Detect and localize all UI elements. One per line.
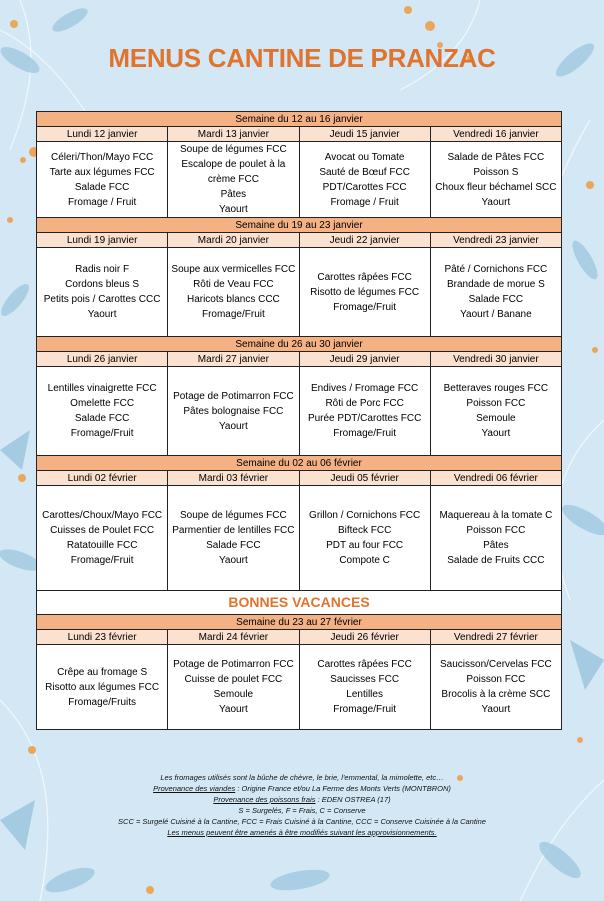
week-header: Semaine du 19 au 23 janvier bbox=[37, 218, 562, 233]
menu-item: Rôti de Veau FCC bbox=[193, 279, 274, 290]
footer-fish-origin: Provenance des poissons frais : EDEN OSTREA (17) bbox=[213, 795, 391, 804]
menu-item: Lentilles bbox=[346, 689, 383, 700]
menu-item: Ratatouille FCC bbox=[66, 540, 138, 551]
day-header: Lundi 02 février bbox=[37, 471, 168, 486]
menu-item: Endives / Fromage FCC bbox=[310, 383, 419, 394]
menu-item: Cordons bleus S bbox=[65, 279, 140, 290]
menu-item: Pâté / Cornichons FCC bbox=[444, 264, 548, 275]
day-header: Jeudi 05 février bbox=[299, 471, 430, 486]
menu-item: Risotto aux légumes FCC bbox=[45, 681, 160, 693]
menu-item: Haricots blancs CCC bbox=[186, 294, 280, 305]
menu-item: Parmentier de lentilles FCC bbox=[172, 525, 295, 536]
menu-item: Pâtes bbox=[220, 189, 247, 200]
footer-cheeses: Les fromages utilisés sont la bûche de chèvre, le brie, l'emmental, la mimolette, etc… bbox=[160, 773, 444, 782]
day-menu bbox=[168, 142, 299, 218]
week-header: Semaine du 02 au 06 février bbox=[37, 456, 562, 471]
day-header: Mardi 13 janvier bbox=[168, 127, 299, 142]
menu-item: Carottes râpées FCC bbox=[317, 271, 412, 283]
menu-item: Betteraves rouges FCC bbox=[443, 383, 549, 394]
day-header: Lundi 23 février bbox=[37, 630, 168, 645]
menu-item: Pâtes bbox=[483, 540, 509, 551]
menu-item: Yaourt bbox=[219, 704, 248, 715]
menu-item: Poisson FCC bbox=[466, 398, 526, 409]
day-header: Vendredi 16 janvier bbox=[430, 127, 561, 142]
menu-item: Yaourt bbox=[481, 428, 511, 439]
day-menu bbox=[37, 367, 168, 456]
menu-item: Purée PDT/Carottes FCC bbox=[307, 413, 422, 424]
menu-item: Lentilles vinaigrette FCC bbox=[47, 383, 157, 394]
menu-item: Tarte aux légumes FCC bbox=[49, 166, 155, 178]
menu-item: Fromage/Fruit bbox=[333, 428, 397, 439]
footer-meat-origin: Provenance des viandes : Origine France et/ou La Ferme des Monts Verts (MONTBRON) bbox=[153, 784, 451, 793]
menu-item: Yaourt bbox=[219, 555, 248, 566]
menu-item: Escalope de poulet à la crème FCC bbox=[181, 159, 286, 185]
day-menu bbox=[168, 486, 299, 591]
footer-notes bbox=[0, 772, 604, 838]
menu-item: Fromage/Fruit bbox=[70, 428, 134, 439]
menu-item: Avocat ou Tomate bbox=[324, 151, 405, 163]
day-menu bbox=[299, 142, 430, 218]
footer-legend: S = Surgelés, F = Frais, C = Conserve bbox=[238, 806, 366, 815]
menu-item: Yaourt bbox=[481, 704, 511, 715]
day-header: Lundi 12 janvier bbox=[37, 127, 168, 142]
day-header: Jeudi 15 janvier bbox=[299, 127, 430, 142]
menu-item: Pâtes bolognaise FCC bbox=[183, 405, 284, 417]
menu-item: Fromage / Fruit bbox=[67, 196, 137, 208]
week-header: Semaine du 12 au 16 janvier bbox=[37, 112, 562, 127]
week-header: Semaine du 23 au 27 février bbox=[37, 615, 562, 630]
menu-item: Sauté de Bœuf FCC bbox=[319, 166, 410, 178]
day-header: Lundi 19 janvier bbox=[37, 233, 168, 248]
menu-item: PDT au four FCC bbox=[326, 540, 404, 551]
day-menu bbox=[168, 367, 299, 456]
day-menu bbox=[37, 248, 168, 337]
menu-item: Choux fleur béchamel SCC bbox=[435, 181, 557, 193]
day-menu bbox=[168, 248, 299, 337]
menu-item: Potage de Potimarron FCC bbox=[173, 390, 294, 402]
menu-item: Potage de Potimarron FCC bbox=[173, 659, 294, 670]
menu-item: Salade FCC bbox=[206, 540, 261, 551]
menu-item: Salade FCC bbox=[468, 294, 524, 305]
day-menu bbox=[37, 142, 168, 218]
footer-disclaimer: Les menus peuvent être amenés à être modifiés suivant les approvisionnements. bbox=[167, 828, 437, 837]
menu-item: Rôti de Porc FCC bbox=[325, 398, 404, 409]
day-header: Jeudi 26 février bbox=[299, 630, 430, 645]
day-menu bbox=[37, 486, 168, 591]
menu-item: Soupe de légumes FCC bbox=[180, 510, 287, 521]
menu-item: Radis noir F bbox=[75, 264, 130, 275]
menu-item: Cuisse de poulet FCC bbox=[184, 674, 283, 685]
menu-item: Yaourt bbox=[87, 309, 117, 320]
menu-item: Semoule bbox=[213, 689, 254, 700]
day-menu bbox=[299, 486, 430, 591]
menu-item: Poisson FCC bbox=[466, 674, 526, 685]
day-header: Jeudi 29 janvier bbox=[299, 352, 430, 367]
menu-item: Fromage / Fruit bbox=[330, 196, 399, 208]
menu-item: Saucisson/Cervelas FCC bbox=[440, 659, 552, 670]
day-header: Vendredi 30 janvier bbox=[430, 352, 561, 367]
day-header: Vendredi 27 février bbox=[430, 630, 561, 645]
vacation-banner: BONNES VACANCES bbox=[37, 591, 562, 615]
day-menu bbox=[430, 367, 561, 456]
menu-item: Salade FCC bbox=[74, 413, 130, 424]
menu-item: Céleri/Thon/Mayo FCC bbox=[50, 151, 154, 163]
menu-item: Carottes/Choux/Mayo FCC bbox=[42, 510, 163, 521]
menu-item: Soupe aux vermicelles FCC bbox=[171, 264, 296, 275]
menu-item: Crêpe au fromage S bbox=[57, 666, 148, 678]
day-header: Mardi 20 janvier bbox=[168, 233, 299, 248]
menu-item: Yaourt / Banane bbox=[460, 309, 532, 320]
menu-item: Poisson FCC bbox=[466, 525, 526, 536]
day-menu bbox=[168, 645, 299, 730]
menu-item: Yaourt bbox=[219, 420, 248, 432]
menu-item: Carottes râpées FCC bbox=[317, 659, 412, 670]
menu-item: Risotto de légumes FCC bbox=[310, 286, 420, 298]
menu-item: Semoule bbox=[476, 413, 516, 424]
day-menu bbox=[430, 142, 561, 218]
day-header: Mardi 27 janvier bbox=[168, 352, 299, 367]
menu-item: Fromage/Fruit bbox=[333, 704, 397, 715]
page-title: MENUS CANTINE DE PRANZAC bbox=[108, 43, 496, 73]
day-header: Lundi 26 janvier bbox=[37, 352, 168, 367]
day-header: Jeudi 22 janvier bbox=[299, 233, 430, 248]
day-menu bbox=[430, 248, 561, 337]
day-menu bbox=[299, 248, 430, 337]
menu-item: Salade de Fruits CCC bbox=[447, 555, 545, 566]
menu-item: Fromage/Fruit bbox=[333, 301, 397, 313]
week-header: Semaine du 26 au 30 janvier bbox=[37, 337, 562, 352]
menu-item: Cuisses de Poulet FCC bbox=[50, 525, 155, 536]
menu-item: Grillon / Cornichons FCC bbox=[309, 510, 421, 521]
day-menu bbox=[299, 645, 430, 730]
menu-item: Omelette FCC bbox=[70, 398, 135, 409]
menu-item: Salade FCC bbox=[74, 181, 130, 193]
day-header: Mardi 24 février bbox=[168, 630, 299, 645]
menu-item: PDT/Carottes FCC bbox=[322, 181, 407, 193]
footer-legend-cooked: SCC = Surgelé Cuisiné à la Cantine, FCC = Frais Cuisiné à la Cantine, CCC = Conserve Cuisinée à la Cantine bbox=[118, 817, 486, 826]
day-menu bbox=[430, 486, 561, 591]
menu-item: Fromage/Fruit bbox=[70, 555, 134, 566]
day-header: Mardi 03 février bbox=[168, 471, 299, 486]
menu-item: Soupe de légumes FCC bbox=[180, 144, 287, 155]
menu-item: Compote C bbox=[339, 555, 390, 566]
menu-item: Fromage/Fruits bbox=[68, 696, 137, 708]
day-menu bbox=[37, 645, 168, 730]
menu-item: Salade de Pâtes FCC bbox=[447, 151, 545, 163]
menu-item: Saucisses FCC bbox=[330, 674, 400, 685]
menu-item: Poisson S bbox=[473, 166, 519, 178]
menu-item: Bifteck FCC bbox=[337, 525, 392, 536]
day-header: Vendredi 06 février bbox=[430, 471, 561, 486]
day-header: Vendredi 23 janvier bbox=[430, 233, 561, 248]
menu-item: Yaourt bbox=[481, 196, 511, 208]
menu-item: Brandade de morue S bbox=[446, 279, 545, 290]
menu-item: Fromage/Fruit bbox=[201, 309, 265, 320]
menu-item: Yaourt bbox=[219, 204, 248, 215]
day-menu bbox=[430, 645, 561, 730]
menu-item: Brocolis à la crème SCC bbox=[441, 689, 551, 700]
menu-table bbox=[36, 111, 562, 730]
menu-item: Petits pois / Carottes CCC bbox=[43, 294, 161, 305]
day-menu bbox=[299, 367, 430, 456]
menu-item: Maquereau à la tomate C bbox=[439, 510, 553, 521]
